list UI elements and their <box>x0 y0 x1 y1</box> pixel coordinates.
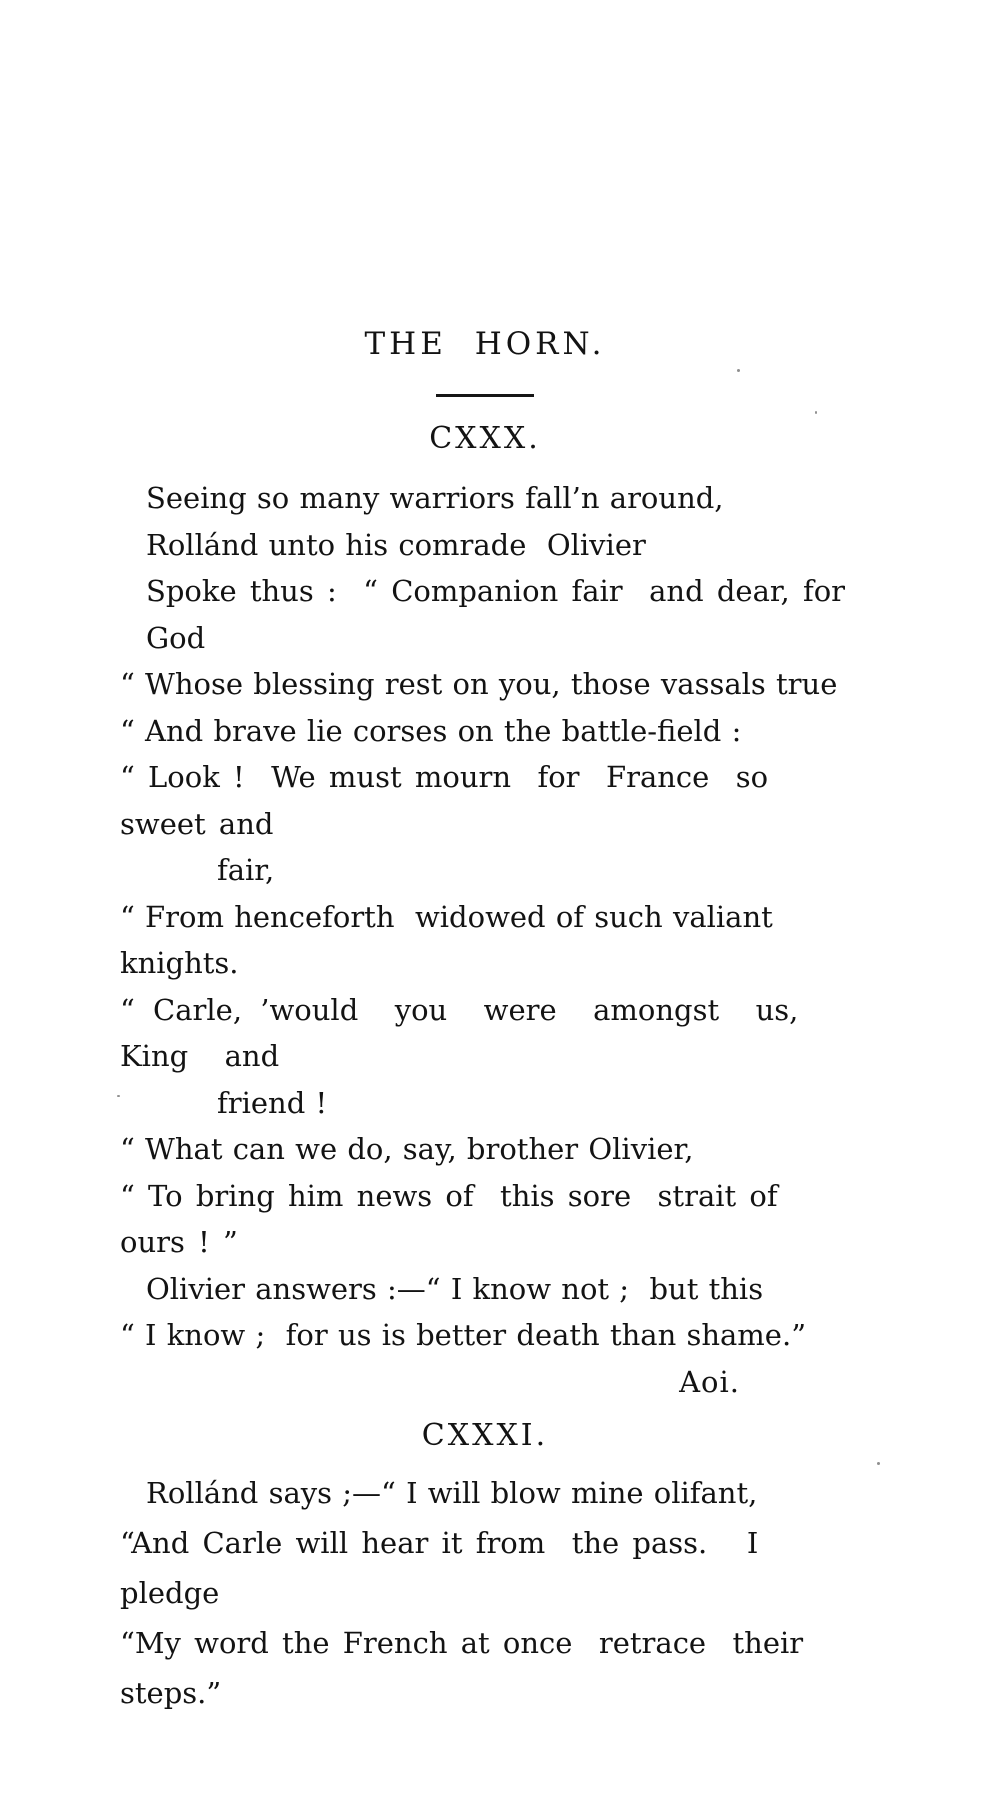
book-page <box>0 323 1000 1806</box>
poem-line: “My word the French at once retrace their steps.” <box>120 1625 817 1710</box>
section-heading-cxxxi: CXXXI. <box>421 1417 549 1453</box>
poem-line: Seeing so many warriors fall’n around, <box>146 481 724 515</box>
poem-line: Rollánd says ;—“ I will blow mine olifant, <box>146 1475 758 1510</box>
title-divider <box>436 394 534 397</box>
poem-line: Rollánd unto his comrade Olivier <box>146 527 646 562</box>
poem-line: “ Carle, ’would you were amongst us, King and <box>120 992 835 1073</box>
stanza-cxxxi <box>120 1468 850 1718</box>
page-title: THE HORN. <box>364 326 606 362</box>
poem-line: “ And brave lie corses on the battle-field : <box>120 713 742 748</box>
poem-line: “And Carle will hear it from the pass. I pledge <box>120 1525 772 1610</box>
poem-line: “ Whose blessing rest on you, those vassals true <box>120 667 838 701</box>
poem-line: “ From henceforth widowed of such valiant knights. <box>120 899 784 980</box>
scan-speck <box>815 411 817 414</box>
scan-speck <box>877 1462 880 1465</box>
poem-line: Spoke thus : “ Companion fair and dear, for God <box>146 574 859 655</box>
poem-line: “ To bring him news of this sore strait of ours ! ” <box>120 1178 791 1259</box>
stanza-tailpiece-aoi: Aoi. <box>679 1364 740 1399</box>
poem-line: “ Look ! We must mourn for France so sweet and <box>120 760 782 841</box>
poem-line: Olivier answers :—“ I know not ; but this <box>146 1271 764 1306</box>
poem-line: fair, <box>217 853 275 887</box>
poem-line: friend ! <box>217 1085 328 1120</box>
scan-speck <box>737 369 740 372</box>
poem-line: “ What can we do, say, brother Olivier, <box>120 1132 694 1166</box>
poem-line: “ I know ; for us is better death than shame.” <box>120 1318 807 1352</box>
scan-speck <box>117 1095 120 1097</box>
section-heading-cxxx: CXXX. <box>429 421 541 456</box>
stanza-cxxx <box>120 475 859 1359</box>
text-column <box>0 323 1000 1718</box>
